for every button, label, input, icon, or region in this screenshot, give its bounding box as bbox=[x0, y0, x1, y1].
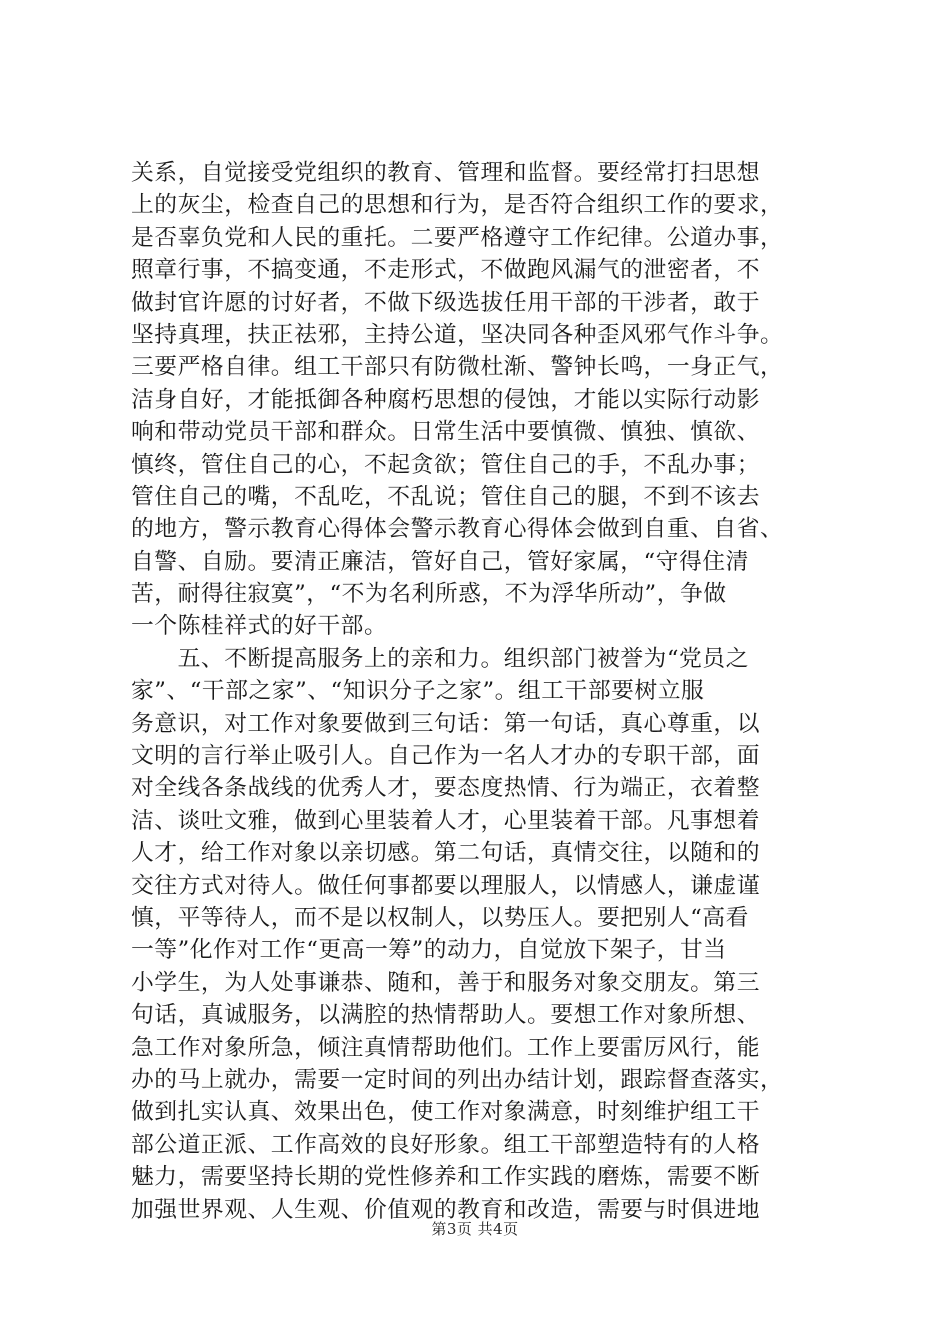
text-line: 交往方式对待人。做任何事都要以理服人，以情感人，谦虚谨 bbox=[131, 872, 761, 899]
text-line: 人才，给工作对象以亲切感。第二句话，真情交往，以随和的 bbox=[131, 840, 761, 867]
text-line: 的地方，警示教育心得体会警示教育心得体会做到自重、自省、 bbox=[131, 516, 784, 543]
text-line: 响和带动党员干部和群众。日常生活中要慎微、慎独、慎欲、 bbox=[131, 419, 761, 446]
text-line: 关系，自觉接受党组织的教育、管理和监督。要经常打扫思想 bbox=[131, 160, 761, 186]
text-line: 洁身自好，才能抵御各种腐朽思想的侵蚀，才能以实际行动影 bbox=[131, 386, 761, 413]
text-line: 五、不断提高服务上的亲和力。组织部门被誉为“党员之 bbox=[131, 645, 749, 672]
text-line: 急工作对象所急，倾注真情帮助他们。工作上要雷厉风行，能 bbox=[131, 1034, 761, 1061]
text-line: 苦，耐得往寂寞”，“不为名利所惑，不为浮华所动”，争做 bbox=[131, 581, 727, 608]
text-line: 自警、自励。要清正廉洁，管好自己，管好家属，“守得住清 bbox=[131, 548, 749, 575]
text-line: 魅力，需要坚持长期的党性修养和工作实践的磨炼，需要不断 bbox=[131, 1164, 761, 1191]
text-line: 洁、谈吐文雅，做到心里装着人才，心里装着干部。凡事想着 bbox=[131, 807, 761, 834]
text-line: 慎终，管住自己的心，不起贪欲；管住自己的手，不乱办事； bbox=[131, 451, 761, 478]
text-line: 办的马上就办，需要一定时间的列出办结计划，跟踪督查落实， bbox=[131, 1066, 784, 1093]
text-line: 三要严格自律。组工干部只有防微杜渐、警钟长鸣，一身正气， bbox=[131, 354, 784, 381]
text-line: 句话，真诚服务，以满腔的热情帮助人。要想工作对象所想、 bbox=[131, 1002, 761, 1029]
text-line: 一等”化作对工作“更高一筹”的动力，自觉放下架子，甘当 bbox=[131, 937, 727, 964]
text-line: 是否辜负党和人民的重托。二要严格遵守工作纪律。公道办事， bbox=[131, 224, 784, 251]
page-footer: 第3页 共4页 bbox=[431, 1220, 519, 1238]
text-line: 做到扎实认真、效果出色，使工作对象满意，时刻维护组工干 bbox=[131, 1099, 761, 1126]
body-text bbox=[131, 157, 831, 1226]
text-line: 部公道正派、工作高效的良好形象。组工干部塑造特有的人格 bbox=[131, 1131, 761, 1158]
text-line: 一个陈桂祥式的好干部。 bbox=[131, 613, 388, 640]
text-line: 务意识，对工作对象要做到三句话：第一句话，真心尊重，以 bbox=[131, 710, 761, 737]
text-line: 坚持真理，扶正祛邪，主持公道，坚决同各种歪风邪气作斗争。 bbox=[131, 321, 784, 348]
text-line: 文明的言行举止吸引人。自己作为一名人才办的专职干部，面 bbox=[131, 743, 761, 770]
text-line: 对全线各条战线的优秀人才，要态度热情、行为端正，衣着整 bbox=[131, 775, 761, 802]
text-line: 照章行事，不搞变通，不走形式，不做跑风漏气的泄密者，不 bbox=[131, 257, 761, 284]
text-line: 上的灰尘，检查自己的思想和行为，是否符合组织工作的要求， bbox=[131, 192, 784, 219]
text-line: 慎，平等待人，而不是以权制人，以势压人。要把别人“高看 bbox=[131, 904, 749, 931]
text-line: 加强世界观、人生观、价值观的教育和改造，需要与时俱进地 bbox=[131, 1196, 761, 1223]
text-line: 小学生，为人处事谦恭、随和，善于和服务对象交朋友。第三 bbox=[131, 969, 761, 996]
text-line: 管住自己的嘴，不乱吃，不乱说；管住自己的腿，不到不该去 bbox=[131, 483, 761, 510]
text-line: 家”、“干部之家”、“知识分子之家”。组工干部要树立服 bbox=[131, 678, 705, 705]
text-line: 做封官许愿的讨好者，不做下级选拔任用干部的干涉者，敢于 bbox=[131, 289, 761, 316]
